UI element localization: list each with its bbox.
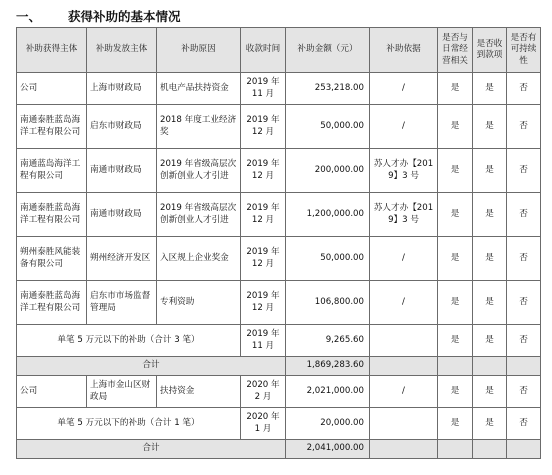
cell-amount: 1,200,000.00: [286, 193, 370, 237]
total-label: 合计: [17, 357, 286, 376]
table-row: [17, 105, 541, 149]
cell-sustainable: 否: [507, 237, 541, 281]
cell-received: 是: [473, 193, 507, 237]
cell-recipient: 南通泰胜蓝岛海洋工程有限公司: [17, 105, 87, 149]
cell-issuer: 上海市财政局: [87, 73, 157, 105]
cell-reason: 2019 年省级高层次创新创业人才引进: [157, 193, 241, 237]
cell-related: 是: [438, 408, 473, 440]
small-subsidy-label: 单笔 5 万元以下的补助（合计 1 笔）: [17, 408, 241, 440]
section-title: 获得补助的基本情况: [68, 9, 181, 24]
cell-received: 是: [473, 237, 507, 281]
small-subsidy-row-2019: [17, 325, 541, 357]
cell-related: 是: [438, 193, 473, 237]
cell-issuer: 朔州经济开发区: [87, 237, 157, 281]
cell-amount: 106,800.00: [286, 281, 370, 325]
cell-amount: 2,021,000.00: [286, 376, 370, 408]
cell-received: 是: [473, 408, 507, 440]
cell-recipient: 公司: [17, 73, 87, 105]
cell-basis: /: [370, 105, 438, 149]
total-row-2019: [17, 357, 541, 376]
header-row: [17, 28, 541, 73]
table-row: [17, 149, 541, 193]
cell-related: 是: [438, 105, 473, 149]
cell-issuer: 上海市金山区财政局: [87, 376, 157, 408]
empty-cell: [370, 357, 438, 376]
header-recipient: 补助获得主体: [17, 28, 87, 73]
cell-received: 是: [473, 281, 507, 325]
empty-cell: [438, 440, 473, 459]
table-row: [17, 376, 541, 408]
cell-received: 是: [473, 325, 507, 357]
header-related: 是否与日常经营相关: [438, 28, 473, 73]
empty-cell: [507, 440, 541, 459]
total-row-2020: [17, 440, 541, 459]
table-row: [17, 73, 541, 105]
header-sustainable: 是否有可持续性: [507, 28, 541, 73]
cell-reason: 入区规上企业奖金: [157, 237, 241, 281]
cell-basis: /: [370, 237, 438, 281]
cell-basis: /: [370, 281, 438, 325]
total-amount: 1,869,283.60: [286, 357, 370, 376]
header-reason: 补助原因: [157, 28, 241, 73]
cell-sustainable: 否: [507, 408, 541, 440]
cell-time: 2019 年 12 月: [241, 281, 286, 325]
small-subsidy-row-2020: [17, 408, 541, 440]
cell-related: 是: [438, 325, 473, 357]
cell-reason: 2018 年度工业经济奖: [157, 105, 241, 149]
header-issuer: 补助发放主体: [87, 28, 157, 73]
cell-related: 是: [438, 237, 473, 281]
cell-sustainable: 否: [507, 73, 541, 105]
cell-recipient: 南通蓝岛海洋工程有限公司: [17, 149, 87, 193]
header-basis: 补助依据: [370, 28, 438, 73]
cell-amount: 50,000.00: [286, 237, 370, 281]
subsidy-table: [16, 27, 541, 459]
cell-time: 2020 年 2 月: [241, 376, 286, 408]
cell-time: 2019 年 12 月: [241, 105, 286, 149]
cell-amount: 200,000.00: [286, 149, 370, 193]
cell-received: 是: [473, 105, 507, 149]
cell-recipient: 南通泰胜蓝岛海洋工程有限公司: [17, 193, 87, 237]
cell-time: 2020 年 1 月: [241, 408, 286, 440]
cell-related: 是: [438, 73, 473, 105]
cell-sustainable: 否: [507, 281, 541, 325]
empty-cell: [473, 357, 507, 376]
cell-issuer: 启东市财政局: [87, 105, 157, 149]
cell-sustainable: 否: [507, 193, 541, 237]
cell-reason: 扶持资金: [157, 376, 241, 408]
table-row: [17, 237, 541, 281]
empty-cell: [438, 357, 473, 376]
cell-issuer: 启东市市场监督管理局: [87, 281, 157, 325]
section-heading: [16, 6, 181, 26]
cell-basis: [370, 325, 438, 357]
cell-reason: 专利资助: [157, 281, 241, 325]
cell-amount: 20,000.00: [286, 408, 370, 440]
header-time: 收款时间: [241, 28, 286, 73]
cell-recipient: 南通泰胜蓝岛海洋工程有限公司: [17, 281, 87, 325]
cell-time: 2019 年 12 月: [241, 193, 286, 237]
empty-cell: [473, 440, 507, 459]
cell-basis: 苏人才办【2019】3 号: [370, 149, 438, 193]
cell-time: 2019 年 12 月: [241, 149, 286, 193]
table-row: [17, 193, 541, 237]
cell-recipient: 公司: [17, 376, 87, 408]
section-number: 一、: [16, 9, 42, 24]
cell-related: 是: [438, 376, 473, 408]
cell-related: 是: [438, 149, 473, 193]
cell-received: 是: [473, 149, 507, 193]
total-amount: 2,041,000.00: [286, 440, 370, 459]
cell-issuer: 南通市财政局: [87, 149, 157, 193]
cell-basis: /: [370, 376, 438, 408]
cell-reason: 机电产品扶持资金: [157, 73, 241, 105]
cell-sustainable: 否: [507, 149, 541, 193]
cell-related: 是: [438, 281, 473, 325]
cell-time: 2019 年 11 月: [241, 325, 286, 357]
cell-received: 是: [473, 376, 507, 408]
cell-received: 是: [473, 73, 507, 105]
cell-basis: [370, 408, 438, 440]
total-label: 合计: [17, 440, 286, 459]
header-amount: 补助金额（元）: [286, 28, 370, 73]
cell-amount: 50,000.00: [286, 105, 370, 149]
empty-cell: [370, 440, 438, 459]
table-row: [17, 281, 541, 325]
cell-amount: 9,265.60: [286, 325, 370, 357]
cell-amount: 253,218.00: [286, 73, 370, 105]
cell-issuer: 南通市财政局: [87, 193, 157, 237]
small-subsidy-label: 单笔 5 万元以下的补助（合计 3 笔）: [17, 325, 241, 357]
cell-recipient: 朔州泰胜风能装备有限公司: [17, 237, 87, 281]
header-received: 是否收到款项: [473, 28, 507, 73]
cell-sustainable: 否: [507, 376, 541, 408]
cell-time: 2019 年 12 月: [241, 237, 286, 281]
cell-sustainable: 否: [507, 325, 541, 357]
cell-reason: 2019 年省级高层次创新创业人才引进: [157, 149, 241, 193]
cell-sustainable: 否: [507, 105, 541, 149]
cell-basis: /: [370, 73, 438, 105]
empty-cell: [507, 357, 541, 376]
cell-time: 2019 年 11 月: [241, 73, 286, 105]
cell-basis: 苏人才办【2019】3 号: [370, 193, 438, 237]
